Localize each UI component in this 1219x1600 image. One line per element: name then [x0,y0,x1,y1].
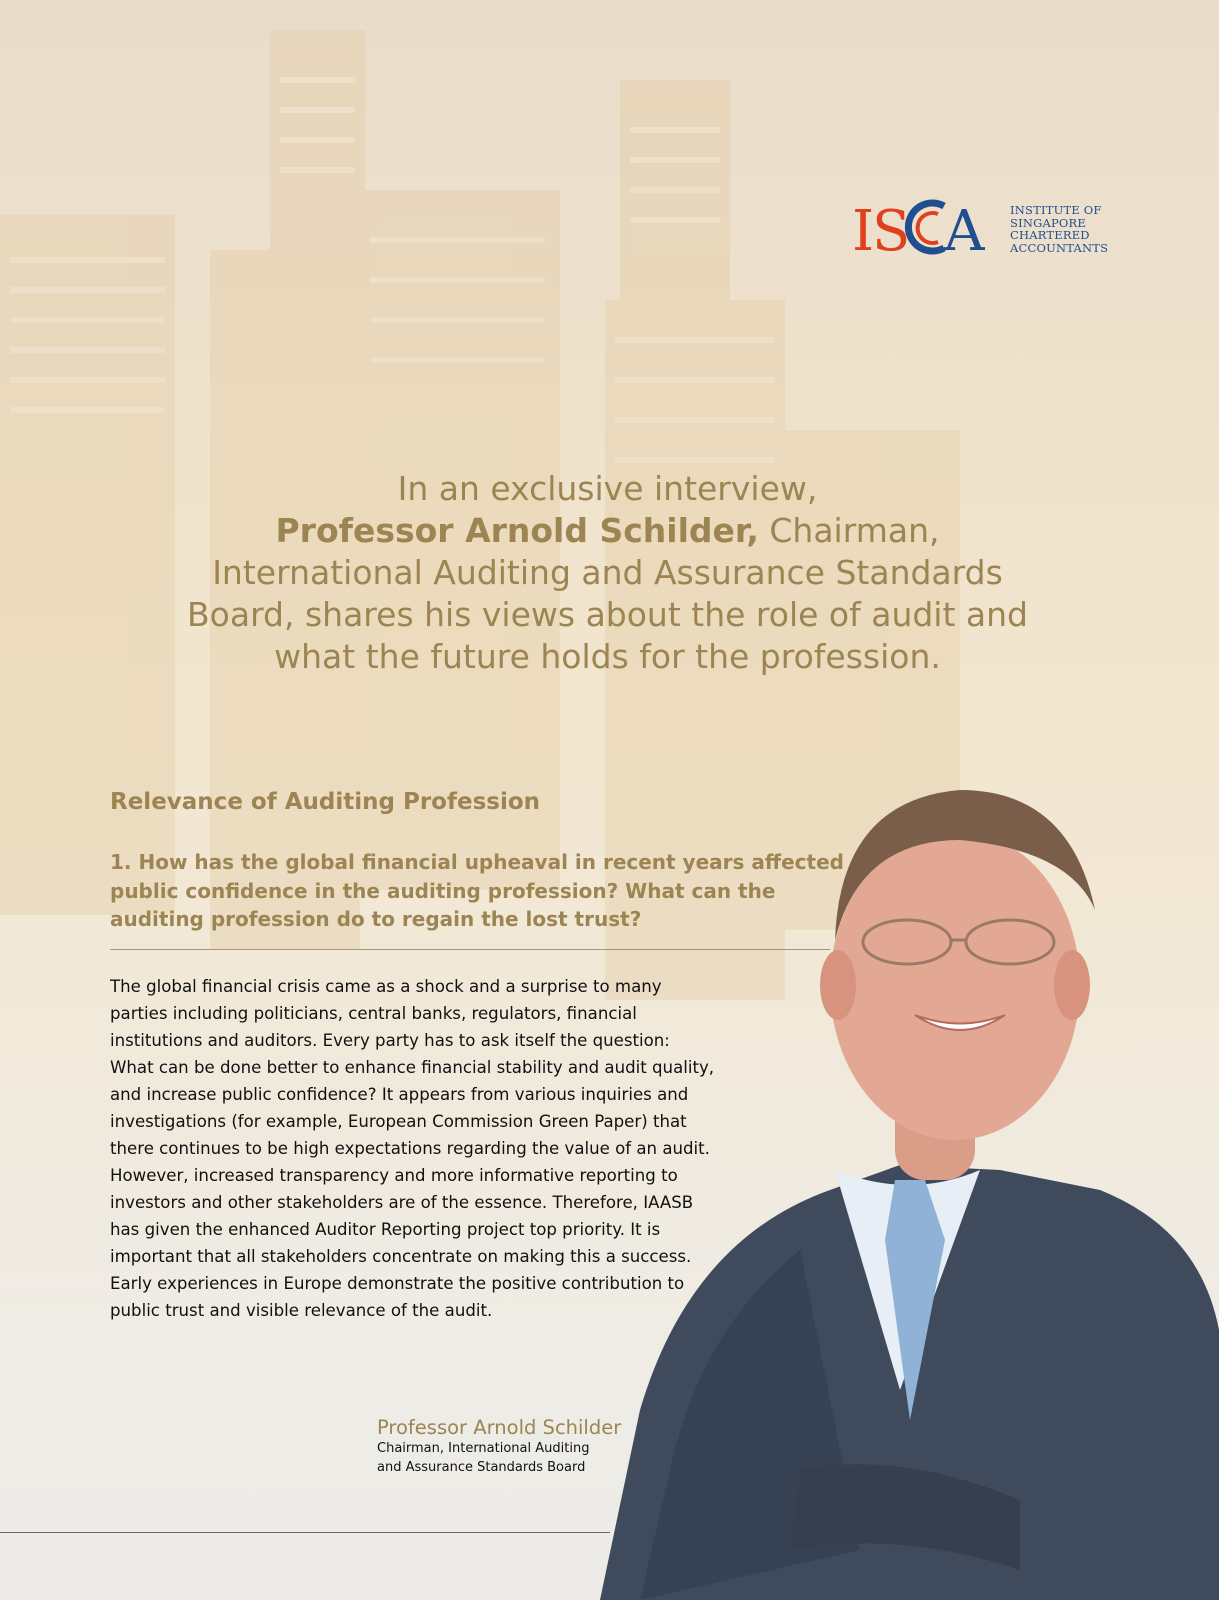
answer-line: However, increased transparency and more informative reporting to [110,1166,678,1185]
intro-name: Professor Arnold Schilder, [275,511,759,550]
isca-logo [852,196,1112,260]
svg-text:A: A [944,199,985,260]
answer-line: and increase public confidence? It appears from various inquiries and [110,1085,689,1104]
answer-line: investors and other stakeholders are of the essence. Therefore, IAASB [110,1193,694,1212]
question-line: 1. How has the global financial upheaval in recent years affected [110,850,844,874]
answer-line: public trust and visible relevance of the audit. [110,1301,493,1320]
intro-line: Board, shares his views about the role of audit and [187,595,1028,634]
intro-title: Chairman, [758,511,940,550]
answer-line: parties including politicians, central banks, regulators, financial [110,1004,637,1023]
answer-line: institutions and auditors. Every party has to ask itself the question: [110,1031,670,1050]
caption-role [377,1440,589,1477]
question-line: public confidence in the auditing profession? What can the [110,878,776,903]
intro-line: International Auditing and Assurance Standards [212,553,1003,592]
answer-line: important that all stakeholders concentrate on making this a success. [110,1247,692,1266]
caption-name: Professor Arnold Schilder [377,1416,622,1439]
logo-line: SINGAPORE [1010,215,1086,230]
svg-text:I: I [852,199,875,260]
logo-line: INSTITUTE OF [1010,203,1102,217]
answer-line: The global financial crisis came as a shock and a surprise to many [110,977,662,996]
isca-logo-wordmark [1010,204,1108,254]
answer-line: has given the enhanced Auditor Reporting project top priority. It is [110,1220,661,1239]
section-title: Relevance of Auditing Profession [110,789,541,815]
answer-line: there continues to be high expectations regarding the value of an audit. [110,1139,710,1158]
logo-line: ACCOUNTANTS [1010,240,1109,255]
answer-line: Early experiences in Europe demonstrate the positive contribution to [110,1274,685,1293]
intro-line-name [140,510,1075,552]
intro-line: what the future holds for the profession. [274,637,941,676]
portrait-photo [600,770,1219,1600]
footer-rule [0,1532,610,1533]
intro-statement [140,468,1075,678]
logo-line: CHARTERED [1010,228,1090,242]
svg-text:S: S [872,199,911,260]
caption-role-line: Chairman, International Auditing [377,1441,590,1456]
answer-line: investigations (for example, European Commission Green Paper) that [110,1112,687,1131]
answer-line: What can be done better to enhance financial stability and audit quality, [110,1058,715,1077]
intro-line: In an exclusive interview, [397,469,818,508]
isca-logo-mark [852,196,1002,260]
question-line: auditing profession do to regain the lost trust? [110,907,642,931]
caption-role-line: and Assurance Standards Board [377,1459,586,1475]
